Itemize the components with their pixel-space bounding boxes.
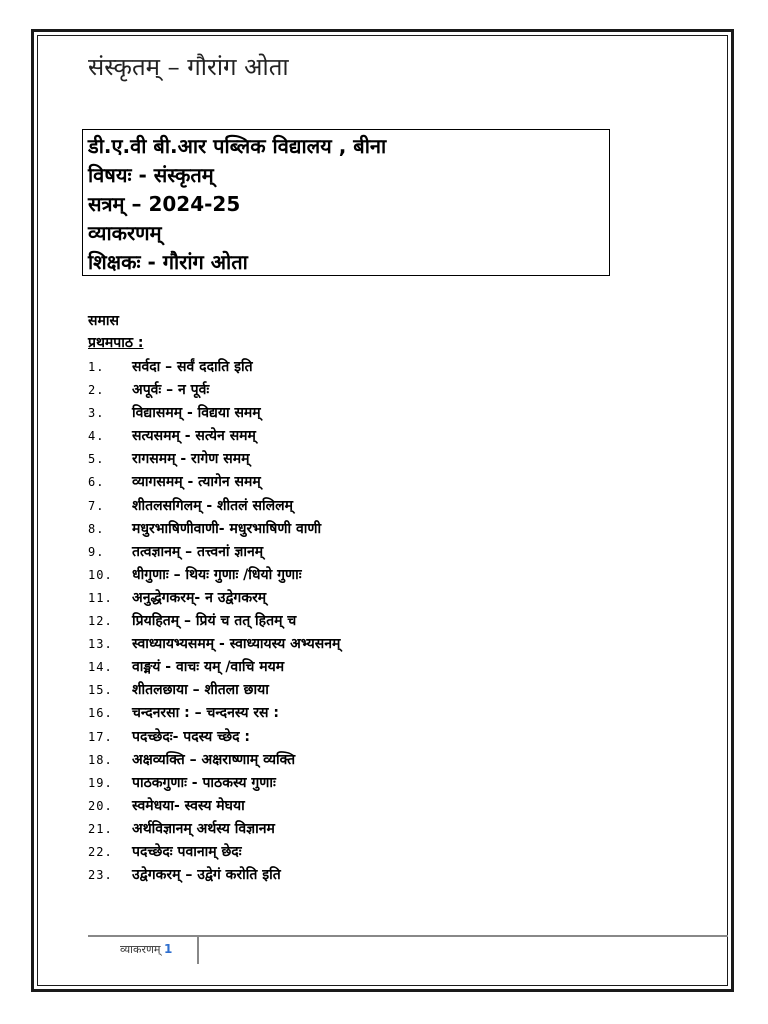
list-item bbox=[88, 448, 340, 471]
item-text: स्वाध्यायभ्यसमम् - स्वाध्यायस्य अभ्यसनम् bbox=[132, 636, 341, 653]
list-item bbox=[88, 379, 340, 402]
list-item bbox=[88, 679, 340, 702]
item-number: 21. bbox=[88, 821, 113, 836]
list-item bbox=[88, 402, 340, 425]
footer-divider bbox=[88, 935, 728, 937]
item-number: 15. bbox=[88, 683, 113, 698]
list-item bbox=[88, 818, 340, 841]
list-item bbox=[88, 425, 340, 448]
school-info-box bbox=[82, 129, 610, 276]
item-text: पदच्छेदः पवानाम् छेदः bbox=[132, 843, 242, 860]
list-item bbox=[88, 518, 340, 541]
item-text: अनुद्धेगकरम्- न उद्वेगकरम् bbox=[132, 589, 267, 606]
item-text: उद्वेगकरम् – उद्वेगं करोति इति bbox=[132, 867, 281, 884]
item-number: 2. bbox=[88, 383, 105, 398]
item-text: प्रियहितम् – प्रियं च तत् हितम् च bbox=[132, 613, 297, 630]
topic-line: व्याकरणम् bbox=[88, 221, 162, 245]
item-text: शीतलछाया – शीतला छाया bbox=[132, 682, 269, 699]
list-item bbox=[88, 564, 340, 587]
session-line: सत्रम् – 2024-25 bbox=[88, 192, 241, 216]
list-item bbox=[88, 656, 340, 679]
item-text: धीगुणाः – थियः गुणाः /धियो गुणाः bbox=[132, 566, 302, 583]
footer-separator bbox=[197, 936, 199, 964]
item-number: 16. bbox=[88, 706, 113, 721]
list-item bbox=[88, 541, 340, 564]
item-text: शीतलसगिलम् - शीतलं सलिलम् bbox=[132, 497, 293, 514]
list-item bbox=[88, 587, 340, 610]
item-number: 6. bbox=[88, 475, 105, 490]
item-number: 17. bbox=[88, 729, 113, 744]
list-item bbox=[88, 726, 340, 749]
subject-line: विषयः - संस्कृतम् bbox=[88, 163, 214, 187]
item-number: 5. bbox=[88, 452, 105, 467]
list-item bbox=[88, 356, 340, 379]
teacher-line: शिक्षकः - गौरांग ओता bbox=[88, 250, 248, 274]
item-number: 3. bbox=[88, 406, 105, 421]
item-text: स्वमेधया- स्वस्य मेघया bbox=[132, 797, 245, 814]
item-text: अर्थविज्ञानम् अर्थस्य विज्ञानम bbox=[132, 820, 275, 837]
list-item bbox=[88, 864, 340, 887]
page-footer bbox=[120, 942, 172, 957]
samas-list bbox=[88, 356, 340, 887]
item-text: पदच्छेदः- पदस्य च्छेद : bbox=[132, 728, 250, 745]
list-item bbox=[88, 610, 340, 633]
school-name: डी.ए.वी बी.आर पब्लिक विद्यालय , बीना bbox=[88, 134, 387, 158]
section-title: समास bbox=[88, 313, 119, 329]
list-item bbox=[88, 495, 340, 518]
item-number: 4. bbox=[88, 429, 105, 444]
item-text: अक्षव्यक्ति – अक्षराष्णाम् व्यक्ति bbox=[132, 751, 296, 768]
list-item bbox=[88, 702, 340, 725]
lesson-subheading: प्रथमपाठ : bbox=[88, 335, 144, 351]
list-item bbox=[88, 471, 340, 494]
footer-label: व्याकरणम् bbox=[120, 943, 161, 956]
item-text: मधुरभाषिणीवाणी- मधुरभाषिणी वाणी bbox=[132, 520, 322, 537]
list-item bbox=[88, 841, 340, 864]
item-number: 23. bbox=[88, 868, 113, 883]
item-number: 9. bbox=[88, 544, 105, 559]
item-number: 18. bbox=[88, 752, 113, 767]
page-title: संस्कृतम् – गौरांग ओता bbox=[88, 53, 289, 81]
item-text: चन्दनरसा : – चन्दनस्य रस : bbox=[132, 705, 279, 722]
item-number: 13. bbox=[88, 637, 113, 652]
list-item bbox=[88, 795, 340, 818]
list-item bbox=[88, 772, 340, 795]
item-text: वाङ्मयं - वाचः यम् /वाचि मयम bbox=[132, 659, 285, 676]
item-text: सर्वदा – सर्वं ददाति इति bbox=[132, 359, 253, 375]
item-text: व्यागसमम् - त्यागेन समम् bbox=[132, 474, 261, 491]
page-number: 1 bbox=[163, 942, 173, 956]
item-text: पाठकगुणाः - पाठकस्य गुणाः bbox=[132, 774, 276, 791]
item-text: विद्यासमम् - विद्यया समम् bbox=[132, 405, 261, 422]
item-number: 10. bbox=[88, 567, 113, 582]
item-number: 22. bbox=[88, 844, 113, 859]
item-number: 20. bbox=[88, 798, 113, 813]
item-number: 8. bbox=[88, 521, 105, 536]
item-number: 19. bbox=[88, 775, 113, 790]
item-number: 14. bbox=[88, 660, 113, 675]
item-text: सत्यसमम् - सत्येन समम् bbox=[132, 428, 256, 445]
item-number: 12. bbox=[88, 614, 113, 629]
list-item bbox=[88, 633, 340, 656]
item-number: 7. bbox=[88, 498, 105, 513]
item-text: अपूर्वः – न पूर्वः bbox=[132, 382, 210, 399]
item-number: 11. bbox=[88, 590, 113, 605]
list-item bbox=[88, 749, 340, 772]
item-text: रागसमम् - रागेण समम् bbox=[132, 451, 250, 468]
item-number: 1. bbox=[88, 360, 105, 374]
item-text: तत्वज्ञानम् – तत्त्वनां ज्ञानम् bbox=[132, 543, 264, 560]
